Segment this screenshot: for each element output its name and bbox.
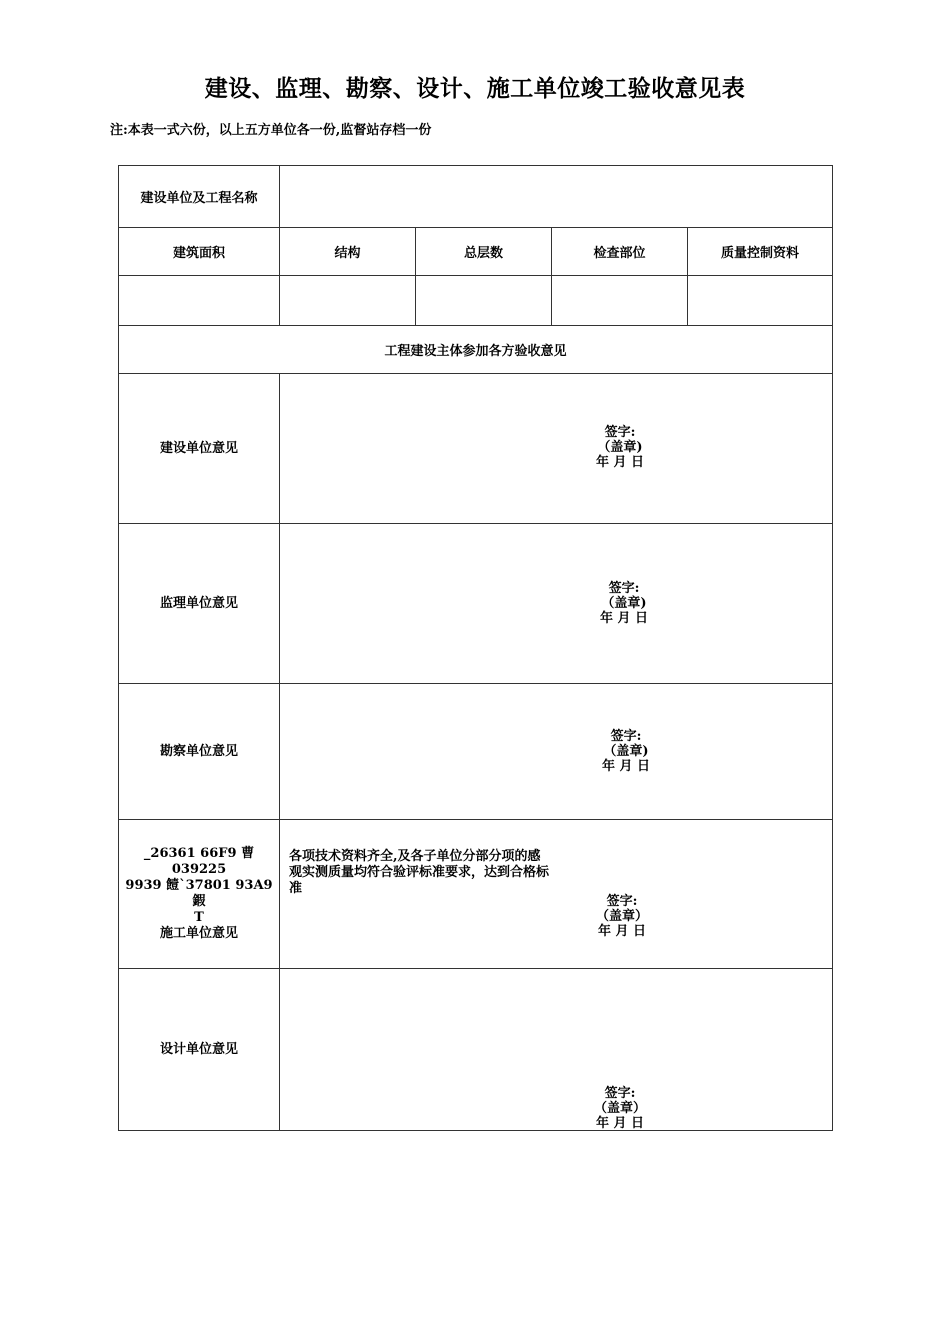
contractor-remark: 各项技术资料齐全,及各子单位分部分项的感观实测质量均符合验评标准要求，达到合格标准 (289, 849, 550, 896)
opinion-cell-supervision[interactable] (280, 524, 833, 684)
opinion-cell-construction[interactable] (280, 374, 833, 524)
opinion-label-supervision: 监理单位意见 (119, 524, 280, 684)
opinion-label-contractor-cell (119, 820, 280, 969)
date-label: 年 月 日 (599, 611, 649, 626)
columns-header-row (119, 228, 833, 276)
column-header-floors: 总层数 (416, 228, 552, 276)
seal-label: （盖章) (597, 440, 643, 455)
section-title: 工程建设主体参加各方验收意见 (119, 326, 833, 374)
value-inspection-part-cell[interactable] (552, 276, 688, 326)
signature-block (580, 1086, 660, 1131)
signature-block (580, 425, 660, 470)
seal-label: （盖章） (595, 909, 648, 924)
sign-label: 签字: (608, 581, 640, 596)
opinion-label-contractor: 施工单位意见 (159, 926, 238, 941)
seal-label: （盖章) (603, 744, 649, 759)
date-label: 年 月 日 (595, 455, 645, 470)
project-row (119, 166, 833, 228)
acceptance-form-table (118, 165, 833, 1131)
opinion-row-construction (119, 374, 833, 524)
date-label: 年 月 日 (601, 759, 651, 774)
sign-label: 签字: (604, 1086, 636, 1101)
seal-label: （盖章) (601, 596, 647, 611)
value-floors-cell[interactable] (416, 276, 552, 326)
opinion-cell-survey[interactable] (280, 684, 833, 820)
signature-block (582, 894, 662, 939)
signature-block (584, 581, 664, 626)
signature-block (586, 729, 666, 774)
value-quality-docs-cell[interactable] (688, 276, 833, 326)
project-label: 建设单位及工程名称 (119, 166, 280, 228)
column-header-quality-docs: 质量控制资料 (688, 228, 833, 276)
opinion-row-supervision (119, 524, 833, 684)
garbled-code-line: 9939 饐`37801 93A9 鍜 (125, 878, 273, 909)
opinion-label-construction: 建设单位意见 (119, 374, 280, 524)
sign-label: 签字: (610, 729, 642, 744)
value-area-cell[interactable] (119, 276, 280, 326)
garbled-code-line: T (194, 910, 204, 925)
opinion-cell-contractor[interactable] (280, 820, 833, 969)
value-structure-cell[interactable] (280, 276, 416, 326)
column-header-inspection-part: 检查部位 (552, 228, 688, 276)
opinion-row-survey (119, 684, 833, 820)
sign-label: 签字: (604, 425, 636, 440)
sign-label: 签字: (606, 894, 638, 909)
page-title: 建设、监理、勘察、设计、施工单位竣工验收意见表 (204, 75, 746, 102)
opinion-row-contractor (119, 820, 833, 969)
column-header-area: 建筑面积 (119, 228, 280, 276)
opinion-row-design (119, 969, 833, 1131)
columns-value-row (119, 276, 833, 326)
form-note: 注:本表一式六份，以上五方单位各一份,监督站存档一份 (110, 123, 432, 138)
opinion-label-survey: 勘察单位意见 (119, 684, 280, 820)
project-value-cell[interactable] (280, 166, 833, 228)
section-title-row (119, 326, 833, 374)
date-label: 年 月 日 (595, 1116, 645, 1131)
date-label: 年 月 日 (597, 924, 647, 939)
seal-label: （盖章） (593, 1101, 646, 1116)
column-header-structure: 结构 (280, 228, 416, 276)
opinion-label-design: 设计单位意见 (119, 969, 280, 1131)
garbled-code-line: _26361 66F9 曹 039225 (143, 846, 255, 877)
opinion-cell-design[interactable] (280, 969, 833, 1131)
